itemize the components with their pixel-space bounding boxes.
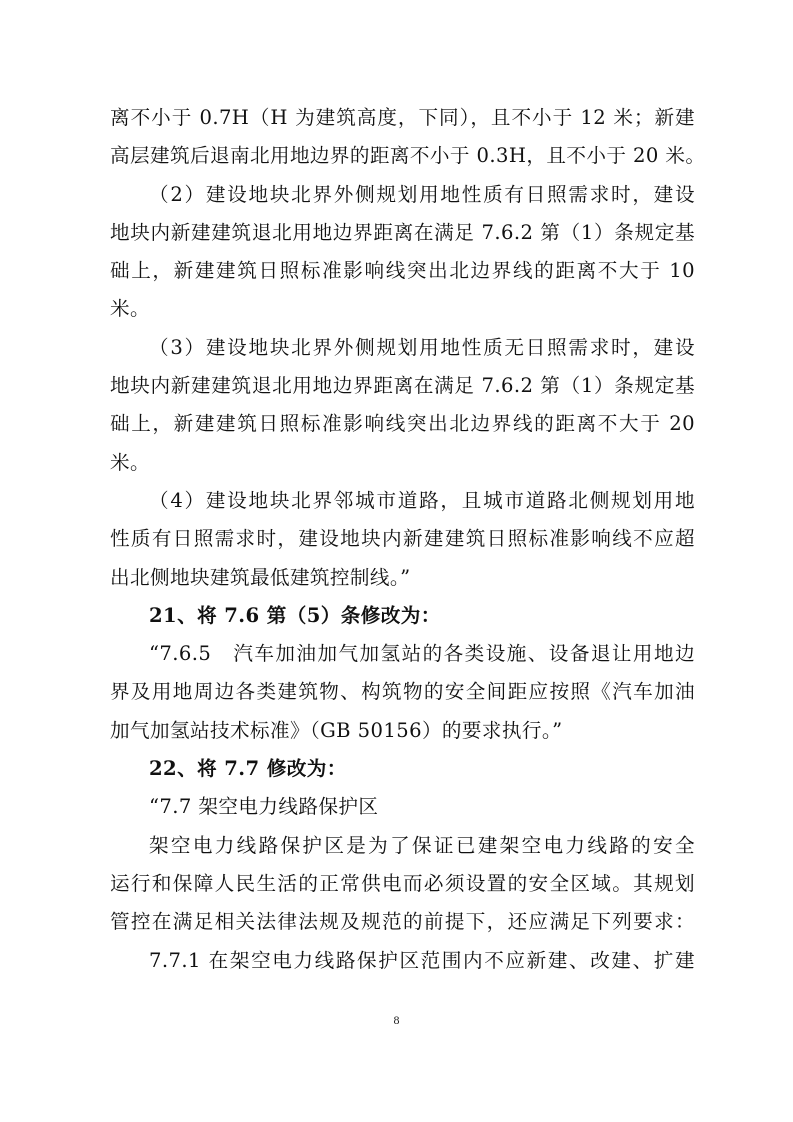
text-line: 地块内新建建筑退北用地边界距离在满足 7.6.2 第（1）条规定基 (110, 374, 695, 398)
text-line: 性质有日照需求时，建设地块内新建建筑日照标准影响线不应超 (110, 527, 695, 551)
page-number: 8 (393, 1013, 400, 1027)
text-line: “7.6.5 汽车加油加气加氢站的各类设施、设备退让用地边 (149, 642, 695, 666)
document-body (110, 99, 706, 980)
text-line: 加气加氢站技术标准》（GB 50156）的要求执行。” (110, 718, 563, 742)
text-line: 界及用地周边各类建筑物、构筑物的安全间距应按照《汽车加油 (110, 680, 695, 704)
text-line: 架空电力线路保护区是为了保证已建架空电力线路的安全 (149, 833, 695, 857)
text-line: 出北侧地块建筑最低建筑控制线。” (110, 565, 411, 589)
text-line: 础上，新建建筑日照标准影响线突出北边界线的距离不大于 20 (110, 412, 695, 436)
text-line: 米。 (110, 297, 150, 321)
text-line: 管控在满足相关法律法规及规范的前提下，还应满足下列要求： (110, 910, 695, 934)
text-line: 离不小于 0.7H（H 为建筑高度，下同），且不小于 12 米；新建 (110, 106, 695, 129)
text-line: 7.7.1 在架空电力线路保护区范围内不应新建、改建、扩建 (149, 948, 695, 972)
text-line: （3）建设地块北界外侧规划用地性质无日照需求时，建设 (149, 335, 695, 359)
text-line: （2）建设地块北界外侧规划用地性质有日照需求时，建设 (149, 182, 695, 206)
text-line: 运行和保障人民生活的正常供电而必须设置的安全区域。其规划 (110, 871, 695, 895)
text-line: （4）建设地块北界邻城市道路，且城市道路北侧规划用地 (149, 488, 695, 512)
section-heading: 21、将 7.6 第（5）条修改为： (149, 603, 441, 627)
subsection-title: “7.7 架空电力线路保护区 (149, 795, 379, 819)
text-line: 高层建筑后退南北用地边界的距离不小于 0.3H，且不小于 20 米。 (110, 144, 706, 168)
text-line: 础上，新建建筑日照标准影响线突出北边界线的距离不大于 10 (110, 259, 695, 283)
text-line: 米。 (110, 450, 150, 474)
section-heading: 22、将 7.7 修改为： (149, 757, 347, 781)
text-line: 地块内新建建筑退北用地边界距离在满足 7.6.2 第（1）条规定基 (110, 220, 695, 244)
